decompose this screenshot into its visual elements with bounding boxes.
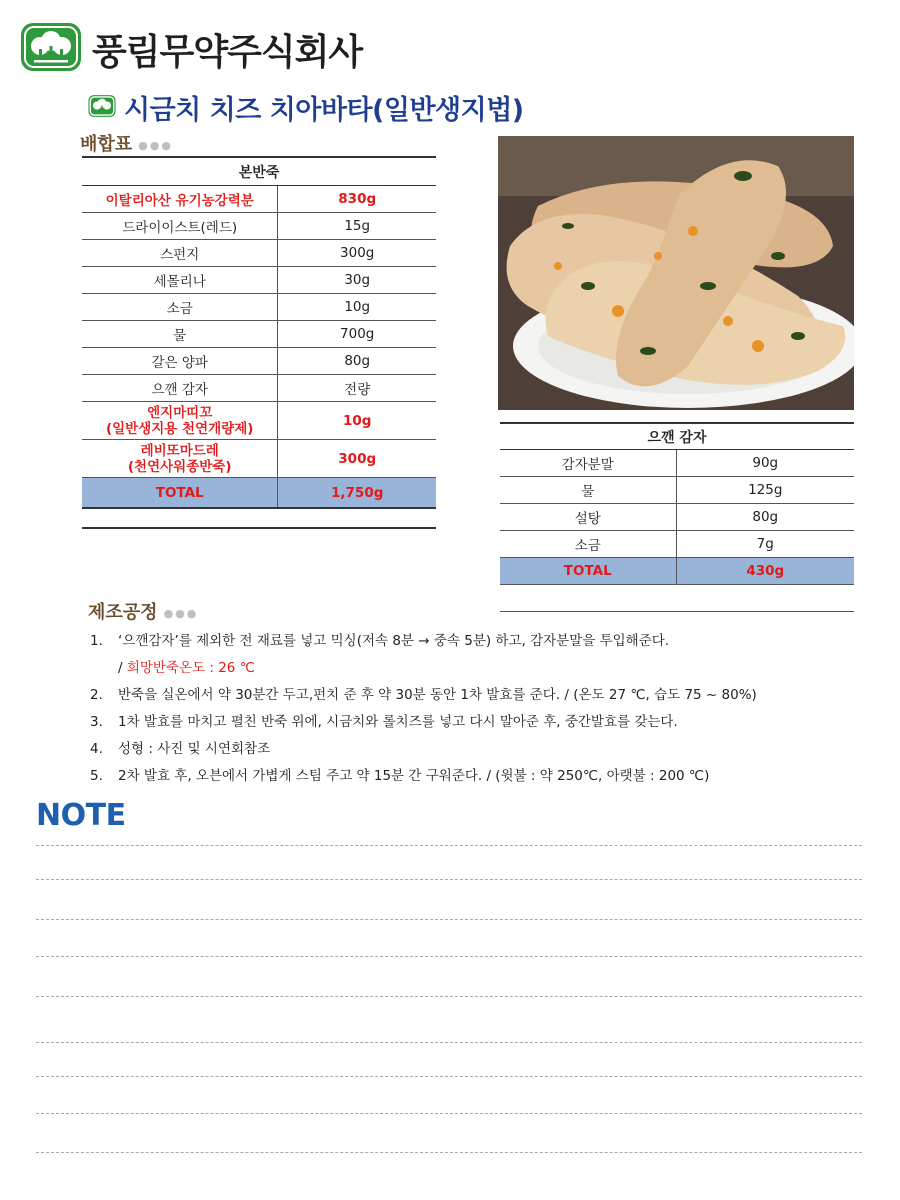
- note-line: [36, 845, 862, 846]
- company-logo: [20, 22, 82, 72]
- table-row: 으깬 감자 전량: [82, 375, 436, 402]
- list-item: 2. 반죽을 실온에서 약 30분간 두고,펀치 준 후 약 30분 동안 1차 발효를 준다. / (온도 27 ℃, 습도 75 ~ 80%): [90, 687, 757, 703]
- table-row: 이탈리아산 유기농강력분 830g: [82, 186, 436, 213]
- table-row: 설탕 80g: [500, 504, 854, 531]
- table-row: 물 125g: [500, 477, 854, 504]
- note-line: [36, 956, 862, 957]
- process-section-title: 제조공정 ●●●: [88, 602, 199, 623]
- table-row: 엔지마띠꼬 (일반생지용 천연개량제) 10g: [82, 402, 436, 440]
- table-row: 감자분말 90g: [500, 450, 854, 477]
- note-line: [36, 1113, 862, 1114]
- note-title: NOTE: [36, 798, 126, 833]
- decorative-dots: ●●●: [138, 138, 173, 152]
- table-row: 드라이이스트(레드) 15g: [82, 213, 436, 240]
- table-row: 스펀지 300g: [82, 240, 436, 267]
- note-line: [36, 879, 862, 880]
- note-line: [36, 1076, 862, 1077]
- bread-photo: [498, 136, 854, 410]
- target-temperature-note: / 희망반죽온도 : 26 ℃: [118, 660, 255, 676]
- title-logo-icon: [88, 94, 116, 118]
- note-line: [36, 1152, 862, 1153]
- table-row: 소금 7g: [500, 531, 854, 558]
- note-line: [36, 919, 862, 920]
- mashed-potato-table: [500, 422, 854, 612]
- total-row: TOTAL 1,750g: [82, 478, 436, 509]
- recipe-title: 시금치 치즈 치아바타(일반생지법): [124, 95, 524, 126]
- process-steps: [90, 628, 870, 790]
- note-line: [36, 996, 862, 997]
- main-dough-table: [82, 156, 436, 529]
- company-name: 풍림무약주식회사: [92, 32, 363, 73]
- list-item: 4. 성형 : 사진 및 시연회참조: [90, 741, 271, 757]
- decorative-dots: ●●●: [163, 606, 199, 620]
- table-row: 갈은 양파 80g: [82, 348, 436, 375]
- main-table-header: 본반죽: [82, 157, 436, 186]
- table-row: 소금 10g: [82, 294, 436, 321]
- table-row: 레비또마드레 (천연사워종반죽) 300g: [82, 440, 436, 478]
- formula-section-title: 배합표 ●●●: [80, 134, 173, 155]
- list-item: 5. 2차 발효 후, 오븐에서 가볍게 스팀 주고 약 15분 간 구워준다. / (윗불 : 약 250℃, 아랫불 : 200 ℃): [90, 768, 710, 784]
- total-row: TOTAL 430g: [500, 558, 854, 585]
- table-row: 물 700g: [82, 321, 436, 348]
- note-line: [36, 1042, 862, 1043]
- table-row: 세몰리나 30g: [82, 267, 436, 294]
- list-item: 3. 1차 발효를 마치고 펼친 반죽 위에, 시금치와 롤치즈를 넣고 다시 말아준 후, 중간발효를 갖는다.: [90, 714, 678, 730]
- side-table-header: 으깬 감자: [500, 423, 854, 450]
- list-item: 1. ‘으깬감자’를 제외한 전 재료를 넣고 믹싱(저속 8분 → 중속 5분) 하고, 감자분말을 투입해준다.: [90, 633, 670, 649]
